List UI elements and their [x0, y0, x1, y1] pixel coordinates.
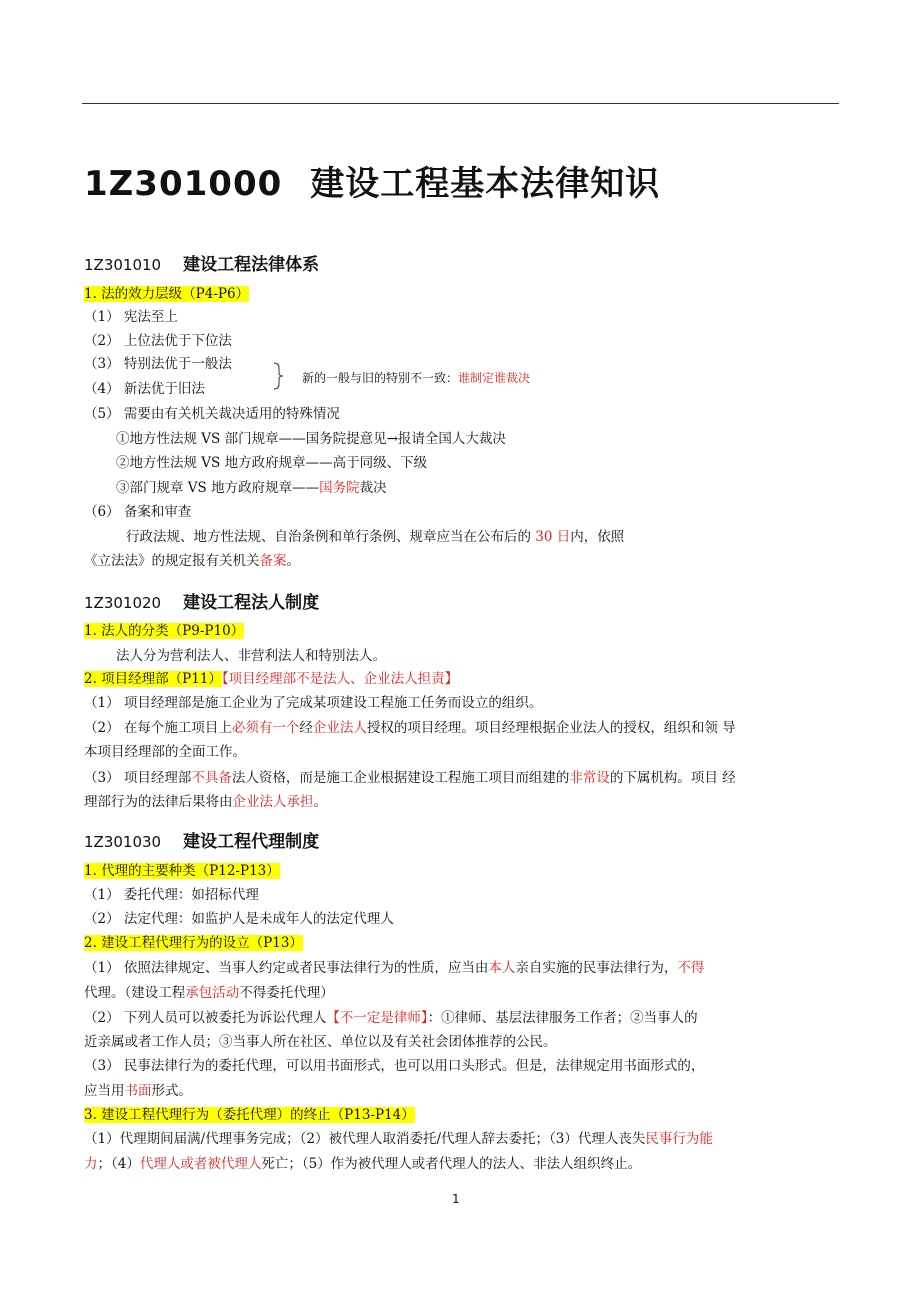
text: 经 — [299, 720, 313, 736]
red-text: 【不一定是律师】 — [326, 1010, 428, 1026]
s3-line-1: （1） 委托代理：如招标代理 — [84, 887, 259, 903]
section-heading-3 — [84, 827, 319, 852]
text: （1） 依照法律规定、当事人约定或者民事法律行为的性质，应当由 — [84, 960, 489, 976]
s3-item-2 — [84, 1007, 698, 1029]
text: 法人资格，而是施工企业根据建设工程施工项目而组建的 — [231, 770, 570, 786]
note-red: 谁制定谁裁决 — [458, 371, 531, 385]
highlight-text: 1. 法人的分类（P9-P10） — [84, 623, 245, 639]
s3-item-3: （3） 民事法律行为的委托代理，可以用书面形式，也可以用口头形式。但是，法律规定用书面形式的， — [84, 1058, 705, 1074]
red-text: 民事行为能 — [645, 1131, 713, 1147]
text: 授权的项目经理。项目经理根据企业法人的授权，组织和领 导 — [366, 720, 736, 736]
s2-line-2 — [84, 717, 736, 739]
red-text: 不得 — [677, 960, 705, 976]
text: （1）代理期间届满/代理事务完成；（2）被代理人取消委托/代理人辞去委托；（3）代理人丧失 — [84, 1131, 646, 1147]
s3-item-1 — [84, 957, 704, 979]
red-text: 30 日 — [535, 529, 571, 545]
s2-para-1: 法人分为营利法人、非营利法人和特别法人。 — [116, 648, 386, 664]
text: 行政法规、地方性法规、自治条例和单行条例、规章应当在公布后的 — [126, 529, 536, 545]
text: 应当用 — [84, 1083, 125, 1099]
s2-heading-2 — [84, 668, 458, 690]
text: （2） 在每个施工项目上 — [84, 720, 232, 736]
s3-line-2: （2） 法定代理：如监护人是未成年人的法定代理人 — [84, 911, 394, 927]
section-heading-1 — [84, 250, 319, 275]
s2-line-3 — [84, 767, 736, 789]
red-text: 非常设 — [569, 770, 610, 786]
red-text: 书面 — [124, 1083, 152, 1099]
s1-line-5: （5） 需要由有关机关裁决适用的特殊情况 — [84, 406, 340, 422]
s1-line-6a — [126, 526, 624, 548]
section-code: 1Z301020 — [84, 594, 162, 612]
s1-line-4: （4） 新法优于旧法 — [84, 381, 205, 397]
red-text: 国务院 — [319, 480, 360, 496]
text: 不得委托代理） — [239, 985, 334, 1001]
highlight-text: 1. 法的效力层级（P4-P6） — [84, 286, 250, 302]
highlight-text: 2. 项目经理部（P11） — [84, 671, 222, 687]
s1-note — [302, 369, 530, 386]
red-text: 企业法人承担 — [232, 794, 314, 810]
text: 形式。 — [151, 1083, 192, 1099]
s2-heading-1 — [84, 620, 244, 642]
red-text: 代理人或者被代理人 — [139, 1156, 262, 1172]
page-title — [84, 156, 660, 205]
title-code: 1Z301000 — [84, 164, 283, 204]
text: 。 — [286, 553, 300, 569]
highlight-text: 3. 建设工程代理行为（委托代理）的终止（P13-P14） — [84, 1107, 415, 1123]
s3-heading-1 — [84, 860, 280, 882]
s1-line-1: （1） 宪法至上 — [84, 309, 178, 325]
red-text: 备案 — [259, 553, 287, 569]
text: ③部门规章 VS 地方政府规章—— — [116, 480, 320, 496]
section-code: 1Z301030 — [84, 833, 162, 851]
text: 亲自实施的民事法律行为， — [515, 960, 678, 976]
text: ；（4） — [97, 1156, 140, 1172]
red-text: 企业法人 — [312, 720, 367, 736]
s3-termination-2 — [84, 1153, 641, 1175]
text: （2） 下列人员可以被委托为诉讼代理人 — [84, 1010, 327, 1026]
s2-line-2-cont: 本项目经理部的全面工作。 — [84, 744, 246, 760]
s2-line-1: （1） 项目经理部是施工企业为了完成某项建设工程施工任务而设立的组织。 — [84, 695, 543, 711]
section-name: 建设工程代理制度 — [183, 832, 320, 852]
text: 内，依照 — [570, 529, 625, 545]
s3-heading-3 — [84, 1104, 415, 1126]
brace-icon — [272, 362, 284, 390]
note-text: 新的一般与旧的特别不一致： — [302, 371, 459, 385]
highlight-text: 2. 建设工程代理行为的设立（P13） — [84, 935, 303, 951]
s3-item-3-cont — [84, 1080, 192, 1102]
s3-item-1-cont — [84, 982, 334, 1004]
text: 代理。（建设工程 — [84, 985, 186, 1001]
s1-heading-1 — [84, 283, 249, 305]
s1-line-5c — [116, 477, 387, 499]
section-heading-2 — [84, 588, 319, 613]
s2-line-3-cont — [84, 791, 327, 813]
text: 死亡；（5）作为被代理人或者代理人的法人、非法人组织终止。 — [261, 1156, 642, 1172]
section-name: 建设工程法人制度 — [183, 593, 320, 613]
text: ：①律师、基层法律服务工作者；②当事人的 — [427, 1010, 698, 1026]
s1-line-3: （3） 特别法优于一般法 — [84, 356, 232, 372]
title-name: 建设工程基本法律知识 — [310, 164, 661, 204]
text: 裁决 — [359, 480, 387, 496]
red-text: 必须有一个 — [231, 720, 300, 736]
s1-line-5a: ①地方性法规 VS 部门规章——国务院提意见→报请全国人大裁决 — [116, 431, 506, 447]
text: 的下属机构。项目 经 — [609, 770, 736, 786]
text: 。 — [313, 794, 327, 810]
header-rule — [82, 103, 839, 104]
s1-line-2: （2） 上位法优于下位法 — [84, 333, 232, 349]
red-text: 不具备 — [191, 770, 232, 786]
red-text: 本人 — [488, 960, 516, 976]
s3-termination-1 — [84, 1128, 713, 1150]
s3-item-2-cont: 近亲属或者工作人员；③当事人所在社区、单位以及有关社会团体推荐的公民。 — [84, 1034, 557, 1050]
page-number: 1 — [452, 1192, 460, 1206]
section-code: 1Z301010 — [84, 256, 162, 274]
section-name: 建设工程法律体系 — [183, 255, 320, 275]
text: 理部行为的法律后果将由 — [84, 794, 233, 810]
text: 《立法法》的规定报有关机关 — [84, 553, 260, 569]
text: （3） 项目经理部 — [84, 770, 192, 786]
s1-line-6b — [84, 550, 300, 572]
red-text: 力 — [84, 1156, 98, 1172]
red-text: 【项目经理部不是法人、企业法人担责】 — [221, 671, 459, 687]
s3-heading-2 — [84, 932, 303, 954]
s1-line-6: （6） 备案和审查 — [84, 504, 192, 520]
s1-line-5b: ②地方性法规 VS 地方政府规章——高于同级、下级 — [116, 455, 428, 471]
red-text: 承包活动 — [185, 985, 240, 1001]
highlight-text: 1. 代理的主要种类（P12-P13） — [84, 863, 280, 879]
